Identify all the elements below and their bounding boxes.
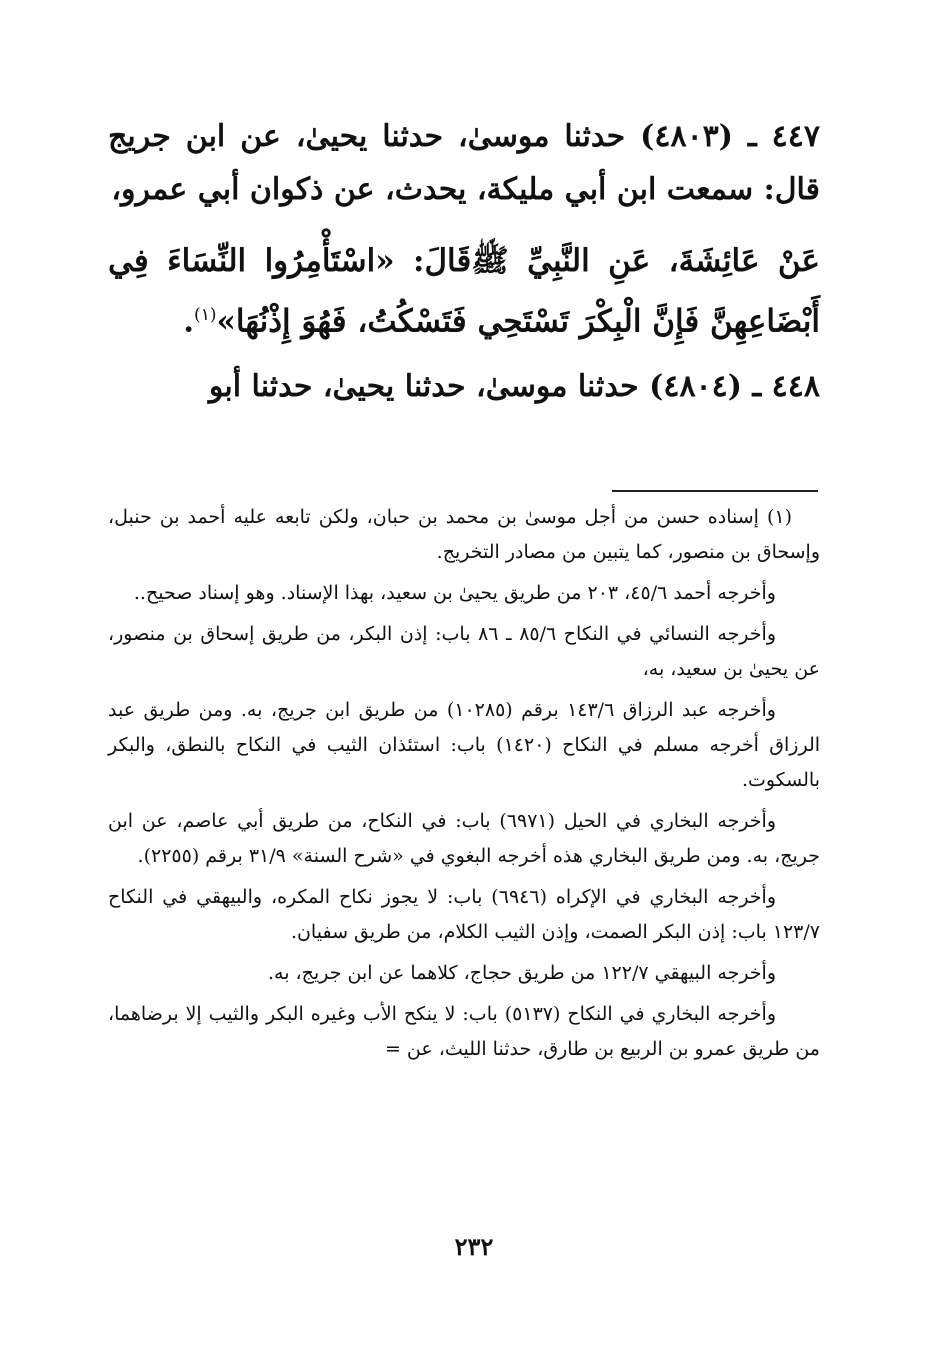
footnote-paragraph: وأخرجه البيهقي ١٢٢/٧ من طريق حجاج، كلاهما عن ابن جريج، به. [268, 962, 776, 984]
footnote-paragraph: وأخرجه النسائي في النكاح ٨٥/٦ ـ ٨٦ باب: إذن البكر، من طريق إسحاق بن منصور، عن يحيىٰ بن سعيد، به، [108, 623, 820, 680]
matn-text: عَنْ عَائِشَةَ، عَنِ النَّبِيِّ ﷺقَالَ: «اسْتَأْمِرُوا النِّسَاءَ فِي أَبْضَاعِهِنَّ فَإِنَّ الْبِكْرَ تَسْتَحِي فَتَسْكُتُ، فَهُوَ إِذْنُهَا» [108, 243, 820, 340]
footnote-paragraph: وأخرجه أحمد ٤٥/٦، ٢٠٣ من طريق يحيىٰ بن سعيد، بهذا الإسناد. وهو إسناد صحيح.. [133, 582, 776, 604]
footnote-paragraph: وأخرجه البخاري في الحيل (٦٩٧١) باب: في النكاح، من طريق أبي عاصم، عن ابن جريج، به. ومن طريق البخاري هذه أخرجه البغوي في «شرح السنة» ٣١/٩ برقم (٢٢٥٥). [108, 810, 820, 867]
footnote-paragraph: (١) إسناده حسن من أجل موسىٰ بن محمد بن حبان، ولكن تابعه عليه أحمد بن حنبل، وإسحاق بن منصور، كما يتبين من مصادر التخريج. [108, 506, 820, 563]
footnote-paragraph: وأخرجه عبد الرزاق ١٤٣/٦ برقم (١٠٢٨٥) من طريق ابن جريج، به. ومن طريق عبد الرزاق أخرجه مسلم في النكاح (١٤٢٠) باب: استئذان الثيب في النكاح بالنطق، والبكر بالسكوت. [108, 699, 821, 791]
hadith-448-isnad: ٤٤٨ ـ (٤٨٠٤) حدثنا موسىٰ، حدثنا يحيىٰ، حدثنا أبو [208, 369, 820, 405]
hadith-447-matn [108, 234, 820, 348]
footnotes [108, 500, 820, 1073]
footnote-paragraph: وأخرجه البخاري في الإكراه (٦٩٤٦) باب: لا يجوز نكاح المكره، والبيهقي في النكاح ١٢٣/٧ باب: إذن البكر الصمت، وإذن الثيب الكلام، من طريق سفيان. [108, 886, 820, 943]
matn-end-mark: . [183, 303, 195, 340]
footnote-separator [612, 490, 818, 492]
main-text [108, 110, 820, 413]
footnote-reference: (١) [194, 305, 217, 325]
hadith-447-isnad: ٤٤٧ ـ (٤٨٠٣) حدثنا موسىٰ، حدثنا يحيىٰ، عن ابن جريج قال: سمعت ابن أبي مليكة، يحدث، عن ذكوان أبي عمرو، [108, 119, 820, 207]
page-number: ٢٣٢ [454, 1232, 494, 1261]
footnote-paragraph: وأخرجه البخاري في النكاح (٥١٣٧) باب: لا ينكح الأب وغيره البكر والثيب إلا برضاهما، من طريق عمرو بن الربيع بن طارق، حدثنا الليث، عن = [108, 1003, 820, 1060]
